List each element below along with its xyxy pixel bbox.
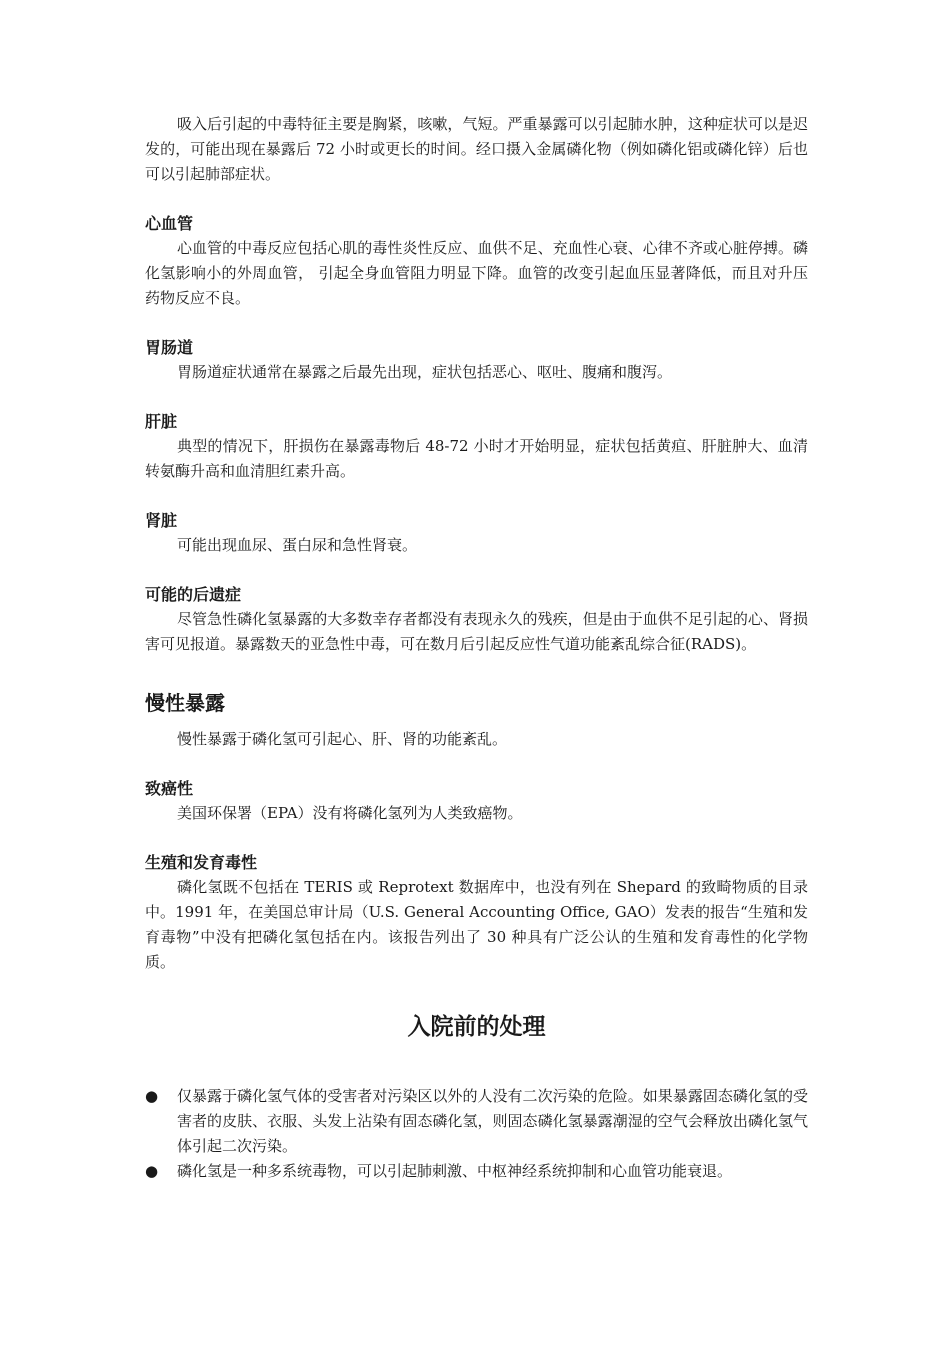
carcinogenicity-heading: 致癌性 [145,779,194,798]
bullet-icon: ● [145,1162,159,1180]
liver-heading: 肝脏 [145,412,178,431]
liver-paragraph: 典型的情况下，肝损伤在暴露毒物后 48-72 小时才开始明显，症状包括黄疸、肝脏肿大、血清转氨酶升高和血清胆红素升高。 [145,437,808,480]
gastrointestinal-paragraph: 胃肠道症状通常在暴露之后最先出现，症状包括恶心、呕吐、腹痛和腹泻。 [177,363,673,381]
bullet-icon: ● [145,1087,159,1105]
list-item-text: 仅暴露于磷化氢气体的受害者对污染区以外的人没有二次污染的危险。如果暴露固态磷化氢的受害者的皮肤、衣服、头发上沾染有固态磷化氢，则固态磷化氢暴露潮湿的空气会释放出磷化氢气体引起二次污染。 [177,1087,808,1155]
list-item [145,1159,808,1184]
sequelae-paragraph: 尽管急性磷化氢暴露的大多数幸存者都没有表现永久的残疾，但是由于血供不足引起的心、肾损害可见报道。暴露数天的亚急性中毒，可在数月后引起反应性气道功能紊乱综合征(RADS)。 [145,610,808,653]
kidney-paragraph: 可能出现血尿、蛋白尿和急性肾衰。 [177,536,418,554]
chronic-exposure-heading: 慢性暴露 [145,691,225,715]
list-item [145,1084,808,1159]
cardiovascular-paragraph: 心血管的中毒反应包括心肌的毒性炎性反应、血供不足、充血性心衰、心律不齐或心脏停搏。磷化氢影响小的外周血管， 引起全身血管阻力明显下降。血管的改变引起血压显著降低，而且对升压药物反应不良。 [145,239,808,307]
chronic-exposure-paragraph: 慢性暴露于磷化氢可引起心、肝、肾的功能紊乱。 [177,730,508,748]
kidney-heading: 肾脏 [145,511,178,530]
sequelae-heading: 可能的后遗症 [145,585,242,604]
cardiovascular-heading: 心血管 [145,214,194,233]
reproductive-toxicity-heading: 生殖和发育毒性 [145,853,258,872]
gastrointestinal-heading: 胃肠道 [145,338,194,357]
reproductive-toxicity-paragraph: 磷化氢既不包括在 TERIS 或 Reprotext 数据库中，也没有列在 Shepard 的致畸物质的目录中。1991 年，在美国总审计局（U.S. General Accounting Office, GAO）发表的报告“生殖和发育毒物”中没有把磷化氢包括在内。该报告列出了 30 种具有广泛公认的生殖和发育毒性的化学物质。 [145,878,808,971]
document-page [145,112,808,1184]
list-item-text: 磷化氢是一种多系统毒物，可以引起肺刺激、中枢神经系统抑制和心血管功能衰退。 [177,1162,733,1180]
carcinogenicity-paragraph: 美国环保署（EPA）没有将磷化氢列为人类致癌物。 [177,804,523,822]
intro-paragraph: 吸入后引起的中毒特征主要是胸紧，咳嗽，气短。严重暴露可以引起肺水肿，这种症状可以是迟发的，可能出现在暴露后 72 小时或更长的时间。经口摄入金属磷化物（例如磷化铝或磷化锌）后也可以引起肺部症状。 [145,115,808,183]
prehospital-title: 入院前的处理 [407,1014,546,1040]
prehospital-list [145,1084,808,1184]
